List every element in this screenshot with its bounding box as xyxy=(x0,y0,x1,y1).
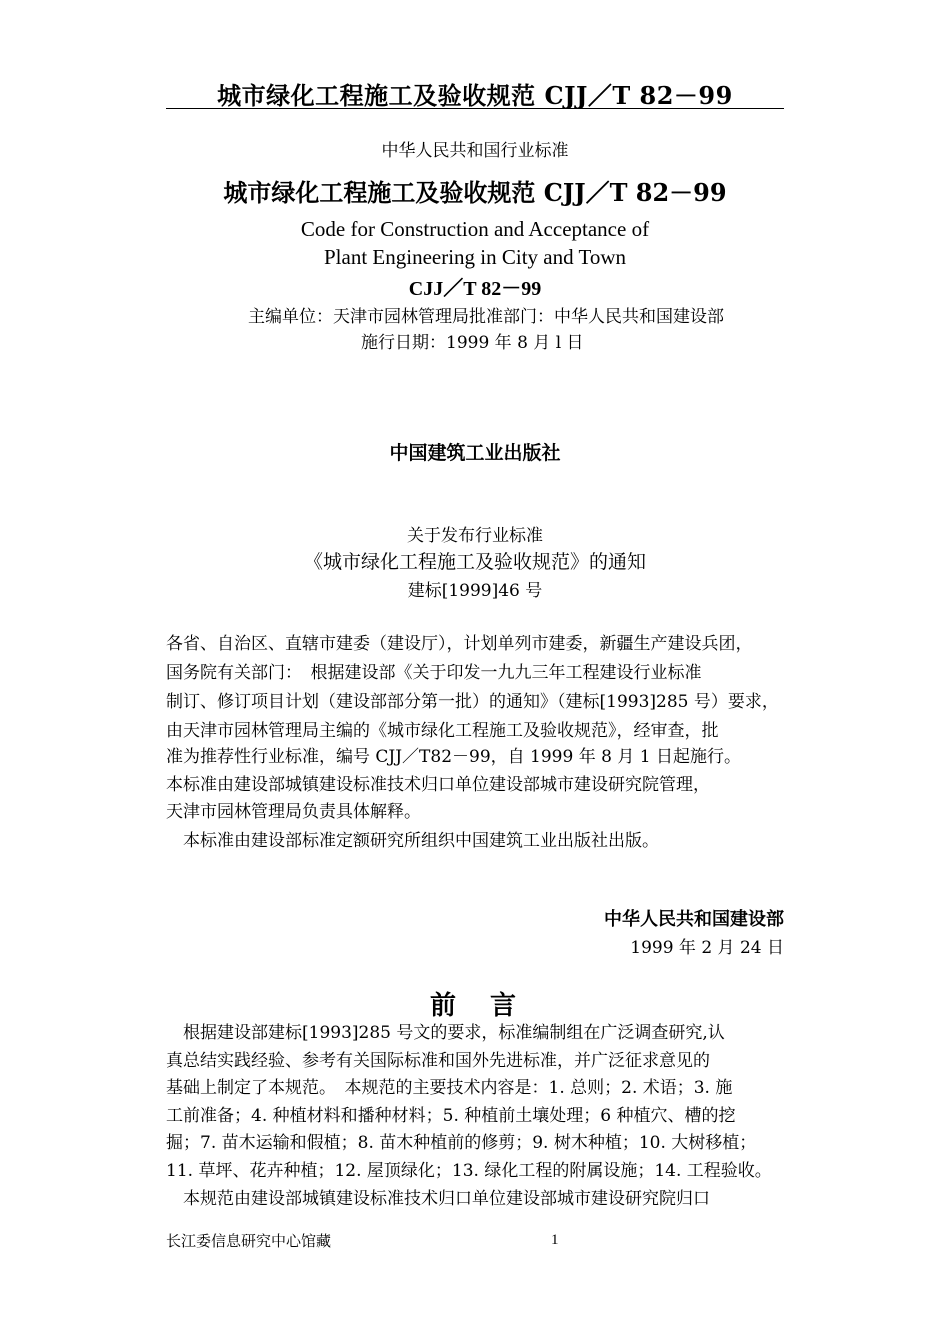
notice-sign-date: 1999 年 2 月 24 日 xyxy=(630,938,784,958)
editor-approver-line: 主编单位：天津市园林管理局批准部门：中华人民共和国建设部 xyxy=(248,307,724,327)
main-title: 城市绿化工程施工及验收规范 CJJ／T 82－99 xyxy=(223,178,727,207)
notice-body-line: 准为推荐性行业标准，编号 CJJ／T82－99，自 1999 年 8 月 1 日起施行。 xyxy=(166,747,741,767)
notice-body-line: 天津市园林管理局负责具体解释。 xyxy=(166,802,421,822)
notice-body-line: 制订、修订项目计划（建设部部分第一批）的通知》（建标[1993]285 号）要求， xyxy=(166,692,779,712)
preface-body-line: 真总结实践经验、参考有关国际标准和国外先进标准，并广泛征求意见的 xyxy=(166,1051,710,1071)
notice-doc-number: 建标[1999]46 号 xyxy=(407,581,543,601)
preface-body-line: 掘；7. 苗木运输和假植；8. 苗木种植前的修剪；9. 树木种植；10. 大树移植； xyxy=(166,1133,757,1153)
preface-heading: 前 言 xyxy=(429,991,520,1021)
header-title: 城市绿化工程施工及验收规范 CJJ／T 82－99 xyxy=(217,81,733,110)
effective-date: 施行日期：1999 年 8 月 l 日 xyxy=(361,333,584,353)
notice-body-line: 国务院有关部门： 根据建设部《关于印发一九九三年工程建设行业标准 xyxy=(166,663,702,683)
header-divider xyxy=(166,108,784,109)
preface-body-line: 11. 草坪、花卉种植；12. 屋顶绿化；13. 绿化工程的附属设施；14. 工程验收。 xyxy=(166,1161,772,1181)
standard-category: 中华人民共和国行业标准 xyxy=(381,141,569,161)
notice-body-line: 各省、自治区、直辖市建委（建设厅），计划单列市建委，新疆生产建设兵团， xyxy=(166,634,753,654)
preface-body-line: 工前准备；4. 种植材料和播种材料；5. 种植前土壤处理；6 种植穴、槽的挖 xyxy=(166,1106,736,1126)
footer-source: 长江委信息研究中心馆藏 xyxy=(166,1232,332,1250)
standard-code: CJJ／T 82－99 xyxy=(408,278,542,300)
notice-title-line-2: 《城市绿化工程施工及验收规范》的通知 xyxy=(303,551,646,573)
notice-body-line: 本标准由建设部标准定额研究所组织中国建筑工业出版社出版。 xyxy=(166,831,659,851)
notice-signatory: 中华人民共和国建设部 xyxy=(604,909,784,930)
english-title-line-1: Code for Construction and Acceptance of xyxy=(300,217,650,241)
preface-body-line: 基础上制定了本规范。 本规范的主要技术内容是：1. 总则；2. 术语；3. 施 xyxy=(166,1078,733,1098)
english-title-line-2: Plant Engineering in City and Town xyxy=(323,245,627,269)
preface-body-line: 根据建设部建标[1993]285 号文的要求，标准编制组在广泛调查研究,认 xyxy=(166,1023,725,1043)
notice-body-line: 由天津市园林管理局主编的《城市绿化工程施工及验收规范》，经审查，批 xyxy=(166,721,719,741)
notice-title-line-1: 关于发布行业标准 xyxy=(407,526,543,546)
notice-body-line: 本标准由建设部城镇建设标准技术归口单位建设部城市建设研究院管理， xyxy=(166,775,710,795)
preface-body-line: 本规范由建设部城镇建设标准技术归口单位建设部城市建设研究院归口 xyxy=(166,1189,710,1209)
page-number: 1 xyxy=(551,1232,559,1248)
publisher: 中国建筑工业出版社 xyxy=(389,442,561,464)
